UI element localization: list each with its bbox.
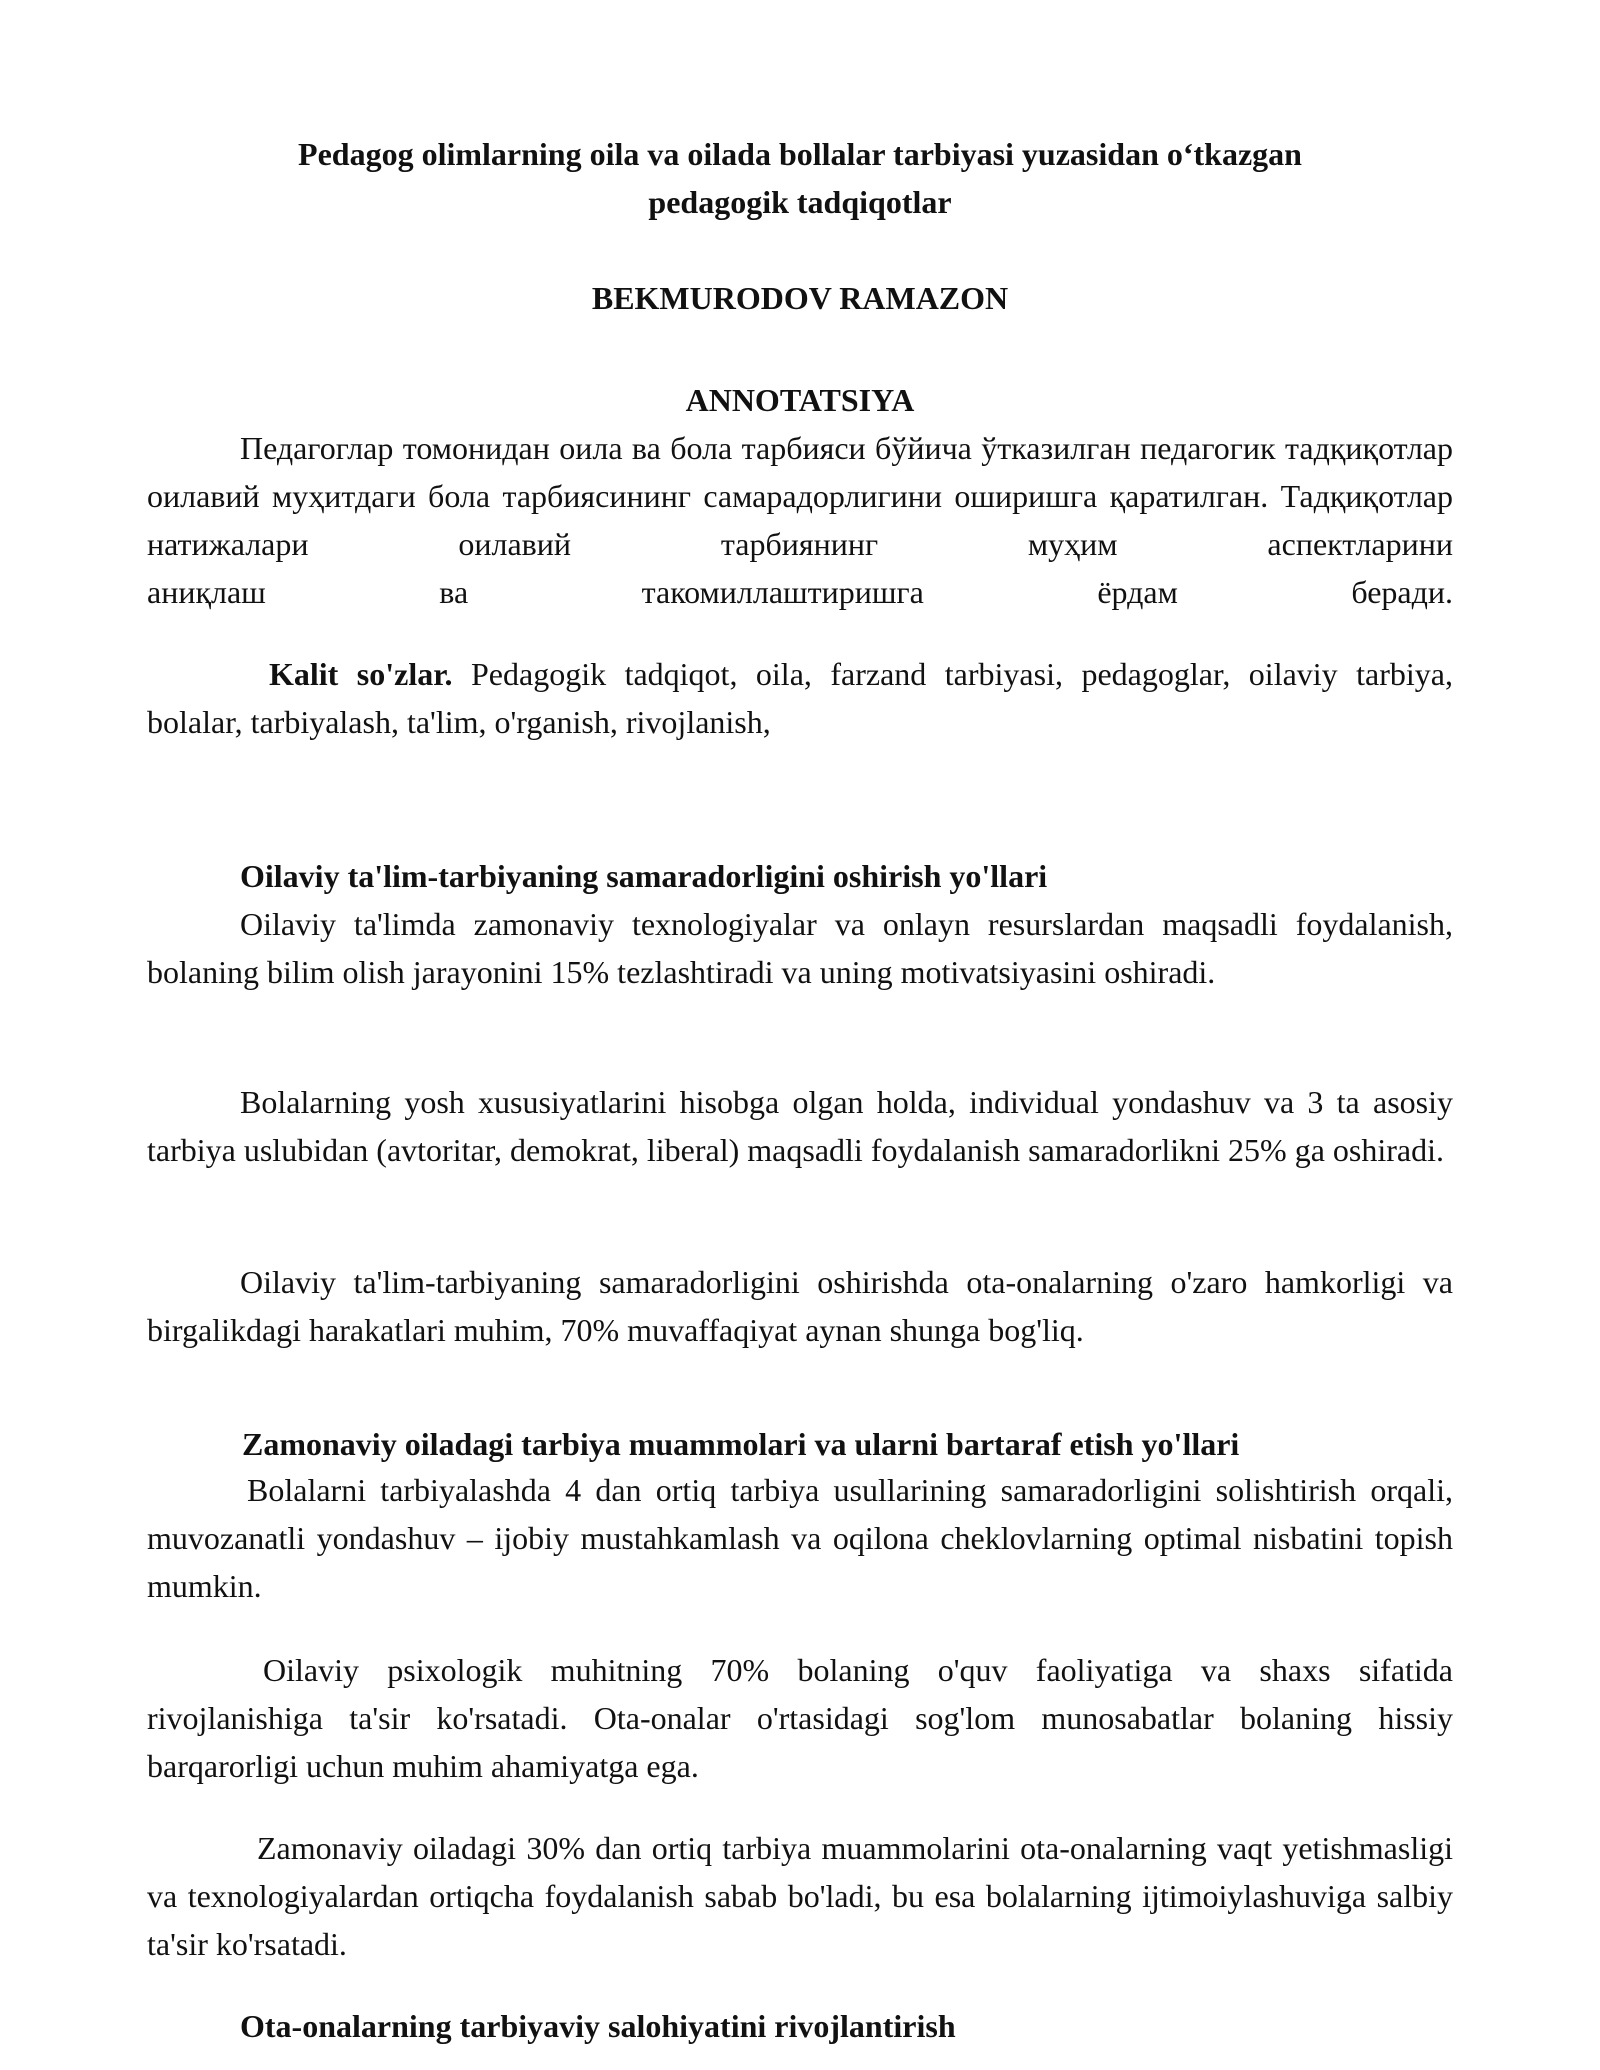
section2-paragraph-3: Zamonaviy oiladagi 30% dan ortiq tarbiya muammolarini ota-onalarning vaqt yetishmasligi va texnologiyalardan ortiqcha foydalanish sabab bo'ladi, bu esa bolalarning ijtimoiylashuviga salbiy ta'sir ko'rsatadi.	[147, 1830, 1453, 1962]
annotation-paragraph	[147, 424, 1453, 616]
section1-paragraph-3: Oilaviy ta'lim-tarbiyaning samaradorligini oshirishda ota-onalarning o'zaro hamkorligi va birgalikdagi harakatlari muhim, 70% muvaffaqiyat aynan shunga bog'liq.	[147, 1264, 1453, 1348]
section-heading-2: Zamonaviy oiladagi tarbiya muammolari va ularni bartaraf etish yo'llari	[242, 1426, 1240, 1462]
annotation-body: Педагоглар томонидан оила ва бола тарбияси бўйича ўтказилган педагогик тадқиқотлар оилавий муҳитдаги бола тарбиясининг самарадорлигини оширишга қаратилган. Тадқиқотлар натижалари оилавий тарбиянинг муҳим аспектларини	[147, 430, 1453, 562]
section1-paragraph-2: Bolalarning yosh xususiyatlarini hisobga olgan holda, individual yondashuv va 3 ta asosiy tarbiya uslubidan (avtoritar, demokrat, liberal) maqsadli foydalanish samaradorlikni 25% ga oshiradi.	[147, 1084, 1453, 1168]
section2-paragraph-2: Oilaviy psixologik muhitning 70% bolaning o'quv faoliyatiga va shaxs sifatida rivojlanishiga ta'sir ko'rsatadi. Ota-onalar o'rtasidagi sog'lom munosabatlar bolaning hissiy barqarorligi uchun muhim ahamiyatga ega.	[147, 1652, 1453, 1784]
keywords-paragraph	[147, 650, 1453, 746]
document-title	[147, 130, 1453, 226]
keywords-label: Kalit so'zlar.	[269, 656, 453, 692]
author-name: BEKMURODOV RAMAZON	[591, 280, 1009, 316]
section1-paragraph-1: Oilaviy ta'limda zamonaviy texnologiyalar va onlayn resurslardan maqsadli foydalanish, bolaning bilim olish jarayonini 15% tezlashtiradi va uning motivatsiyasini oshiradi.	[147, 906, 1453, 990]
section2-paragraph-1: Bolalarni tarbiyalashda 4 dan ortiq tarbiya usullarining samaradorligini solishtirish orqali, muvozanatli yondashuv – ijobiy mustahkamlash va oqilona cheklovlarning optimal nisbatini topish mumkin.	[147, 1472, 1453, 1604]
section-heading-3: Ota-onalarning tarbiyaviy salohiyatini rivojlantirish	[240, 2008, 956, 2044]
title-line-2: pedagogik tadqiqotlar	[648, 184, 952, 220]
section-heading-1: Oilaviy ta'lim-tarbiyaning samaradorligini oshirish yo'llari	[240, 858, 1048, 894]
keywords-text: Pedagogik tadqiqot, oila, farzand tarbiyasi, pedagoglar, oilaviy tarbiya, bolalar, tarbiyalash, ta'lim, o'rganish, rivojlanish,	[147, 656, 1454, 740]
annotation-last-line: аниқлаш ва такомиллаштиришга ёрдам беради.	[147, 574, 1453, 610]
title-line-1: Pedagog olimlarning oila va oilada bollalar tarbiyasi yuzasidan o‘tkazgan	[298, 136, 1302, 172]
annotation-heading: ANNOTATSIYA	[685, 382, 915, 418]
